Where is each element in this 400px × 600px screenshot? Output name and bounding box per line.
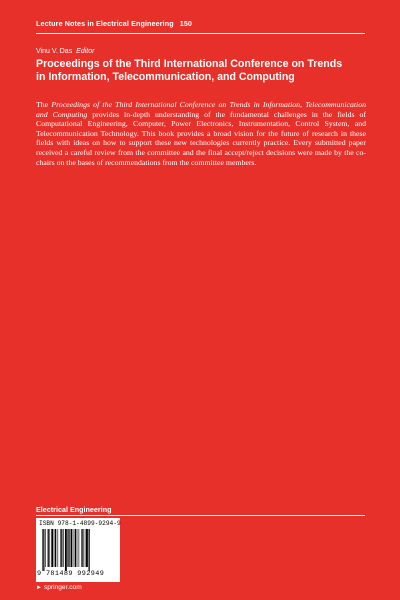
- barcode-bar: [74, 529, 75, 567]
- barcode-bar: [55, 529, 56, 567]
- book-title-line-1: Proceedings of the Third International Conference on Trends: [36, 58, 343, 70]
- barcode-bar: [49, 529, 50, 567]
- triangle-right-icon: ►: [36, 584, 42, 591]
- barcode-bar: [71, 529, 73, 567]
- description-prefix: The: [36, 100, 52, 109]
- description-body: provides in-depth understanding of the fundamental challenges in the fields of Computational Engineering, Computer, Power Electronics, Instrumentation, Control System, and Telecommunication Technology. This book provides a broad vision for the future of research in these fields with ideas on how to support these new technologies currently practice. Every submitted paper received a careful review from the committee and the final accept/reject decisions were made by the co-chairs on the bases of recommendations from the committee members.: [36, 109, 366, 167]
- volume-number: 150: [179, 19, 193, 28]
- barcode-bar: [89, 529, 90, 571]
- barcode-bar: [51, 529, 53, 567]
- series-title: [36, 19, 192, 28]
- barcode-bar: [85, 529, 86, 567]
- series-name: Lecture Notes in Electrical Engineering: [36, 19, 174, 28]
- barcode-bar: [48, 529, 49, 567]
- barcode-bar: [58, 529, 59, 567]
- barcode-bar: [67, 529, 68, 567]
- editor-role: Editor: [76, 48, 95, 55]
- book-title-line-2: in Information, Telecommunication, and Computing: [36, 70, 295, 83]
- barcode-bar: [63, 529, 64, 567]
- barcode-bar: [42, 529, 43, 571]
- barcode-bar: [79, 529, 80, 567]
- bottom-divider: [36, 515, 365, 516]
- top-divider: [36, 33, 365, 34]
- barcode-bar: [54, 529, 55, 567]
- barcode-digits: 9 781489 992949: [37, 570, 105, 578]
- barcode-bar: [65, 529, 67, 571]
- barcode-bar: [61, 529, 62, 567]
- subject-category: Electrical Engineering: [36, 505, 112, 514]
- barcode-bars: [42, 529, 116, 571]
- barcode-bar: [86, 529, 88, 567]
- barcode-bar: [82, 529, 83, 567]
- book-title: [36, 58, 366, 83]
- barcode-bar: [60, 529, 61, 567]
- isbn-label: ISBN 978-1-4899-9294-9: [39, 520, 121, 527]
- barcode-bar: [77, 529, 78, 567]
- barcode-bar: [69, 529, 70, 567]
- barcode-bar: [75, 529, 76, 567]
- editor-name: Vinu V. Das: [36, 48, 73, 55]
- description-italic-title: Proceedings of the Third International Conference on Trends in Information, Telecommunication and Computing: [36, 100, 366, 119]
- website-label: springer.com: [43, 584, 82, 591]
- barcode: [36, 518, 120, 582]
- barcode-bar: [43, 529, 44, 571]
- barcode-bar: [45, 529, 46, 567]
- editor-line: [36, 48, 94, 55]
- publisher-website[interactable]: [36, 584, 82, 591]
- description-paragraph: [36, 100, 366, 167]
- barcode-bar: [81, 529, 82, 567]
